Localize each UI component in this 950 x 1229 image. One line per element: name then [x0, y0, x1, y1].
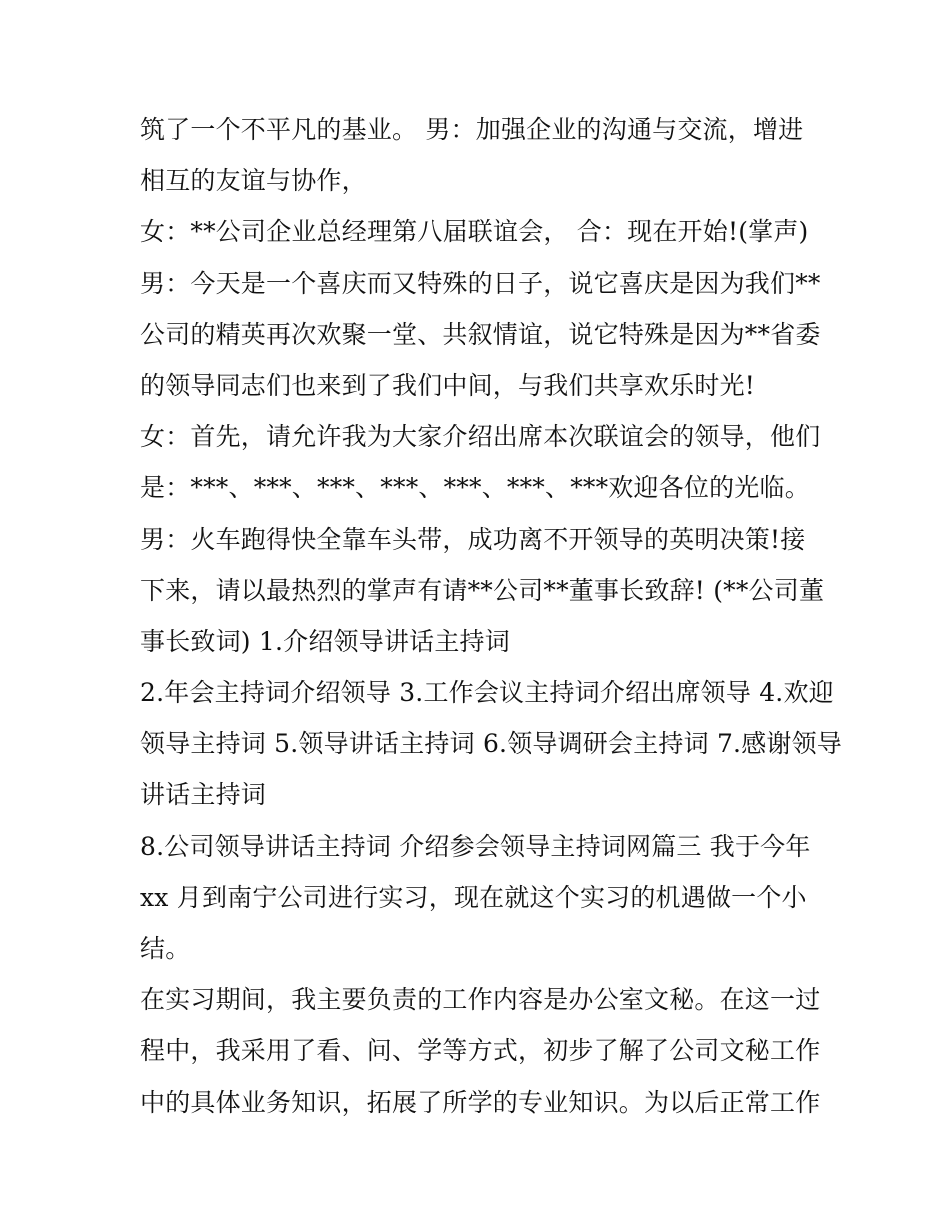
text-line: 结。: [140, 934, 191, 963]
text-line: 筑了一个不平凡的基业。 男：加强企业的沟通与交流，增进: [140, 115, 804, 144]
text-line: 公司的精英再次欢聚一堂、共叙情谊，说它特殊是因为**省委: [140, 319, 821, 349]
text-line: 女：首先，请允许我为大家介绍出席本次联谊会的领导，他们: [140, 422, 821, 452]
text-line: 中的具体业务知识，拓展了所学的专业知识。为以后正常工作: [140, 1087, 821, 1117]
text-line: 8.公司领导讲话主持词 介绍参会领导主持词网篇三 我于今年: [140, 831, 811, 861]
text-line: 讲话主持词: [140, 780, 267, 810]
text-line: 领导主持词 5.领导讲话主持词 6.领导调研会主持词 7.感谢领导: [140, 729, 842, 759]
text-line: 相互的友谊与协作，: [140, 166, 367, 196]
text-line: 女：**公司企业总经理第八届联谊会， 合：现在开始!(掌声): [140, 217, 809, 247]
text-line: 事长致词) 1.介绍领导讲话主持词: [140, 626, 510, 656]
text-line: 的领导同志们也来到了我们中间，与我们共享欢乐时光!: [140, 370, 756, 400]
text-line: 男：火车跑得快全靠车头带，成功离不开领导的英明决策!接: [140, 524, 806, 554]
text-line: 男：今天是一个喜庆而又特殊的日子，说它喜庆是因为我们**: [140, 268, 821, 298]
text-line: 2.年会主持词介绍领导 3.工作会议主持词介绍出席领导 4.欢迎: [140, 678, 834, 708]
text-line: 程中，我采用了看、问、学等方式，初步了解了公司文秘工作: [140, 1036, 821, 1066]
text-line: 在实习期间，我主要负责的工作内容是办公室文秘。在这一过: [140, 985, 821, 1015]
text-line: 是：***、***、***、***、***、***、***欢迎各位的光临。: [140, 473, 810, 503]
text-line: 下来，请以最热烈的掌声有请**公司**董事长致辞! (**公司董: [140, 575, 825, 605]
document-body: [140, 111, 842, 1135]
text-line: xx 月到南宁公司进行实习，现在就这个实习的机遇做一个小: [140, 882, 807, 912]
